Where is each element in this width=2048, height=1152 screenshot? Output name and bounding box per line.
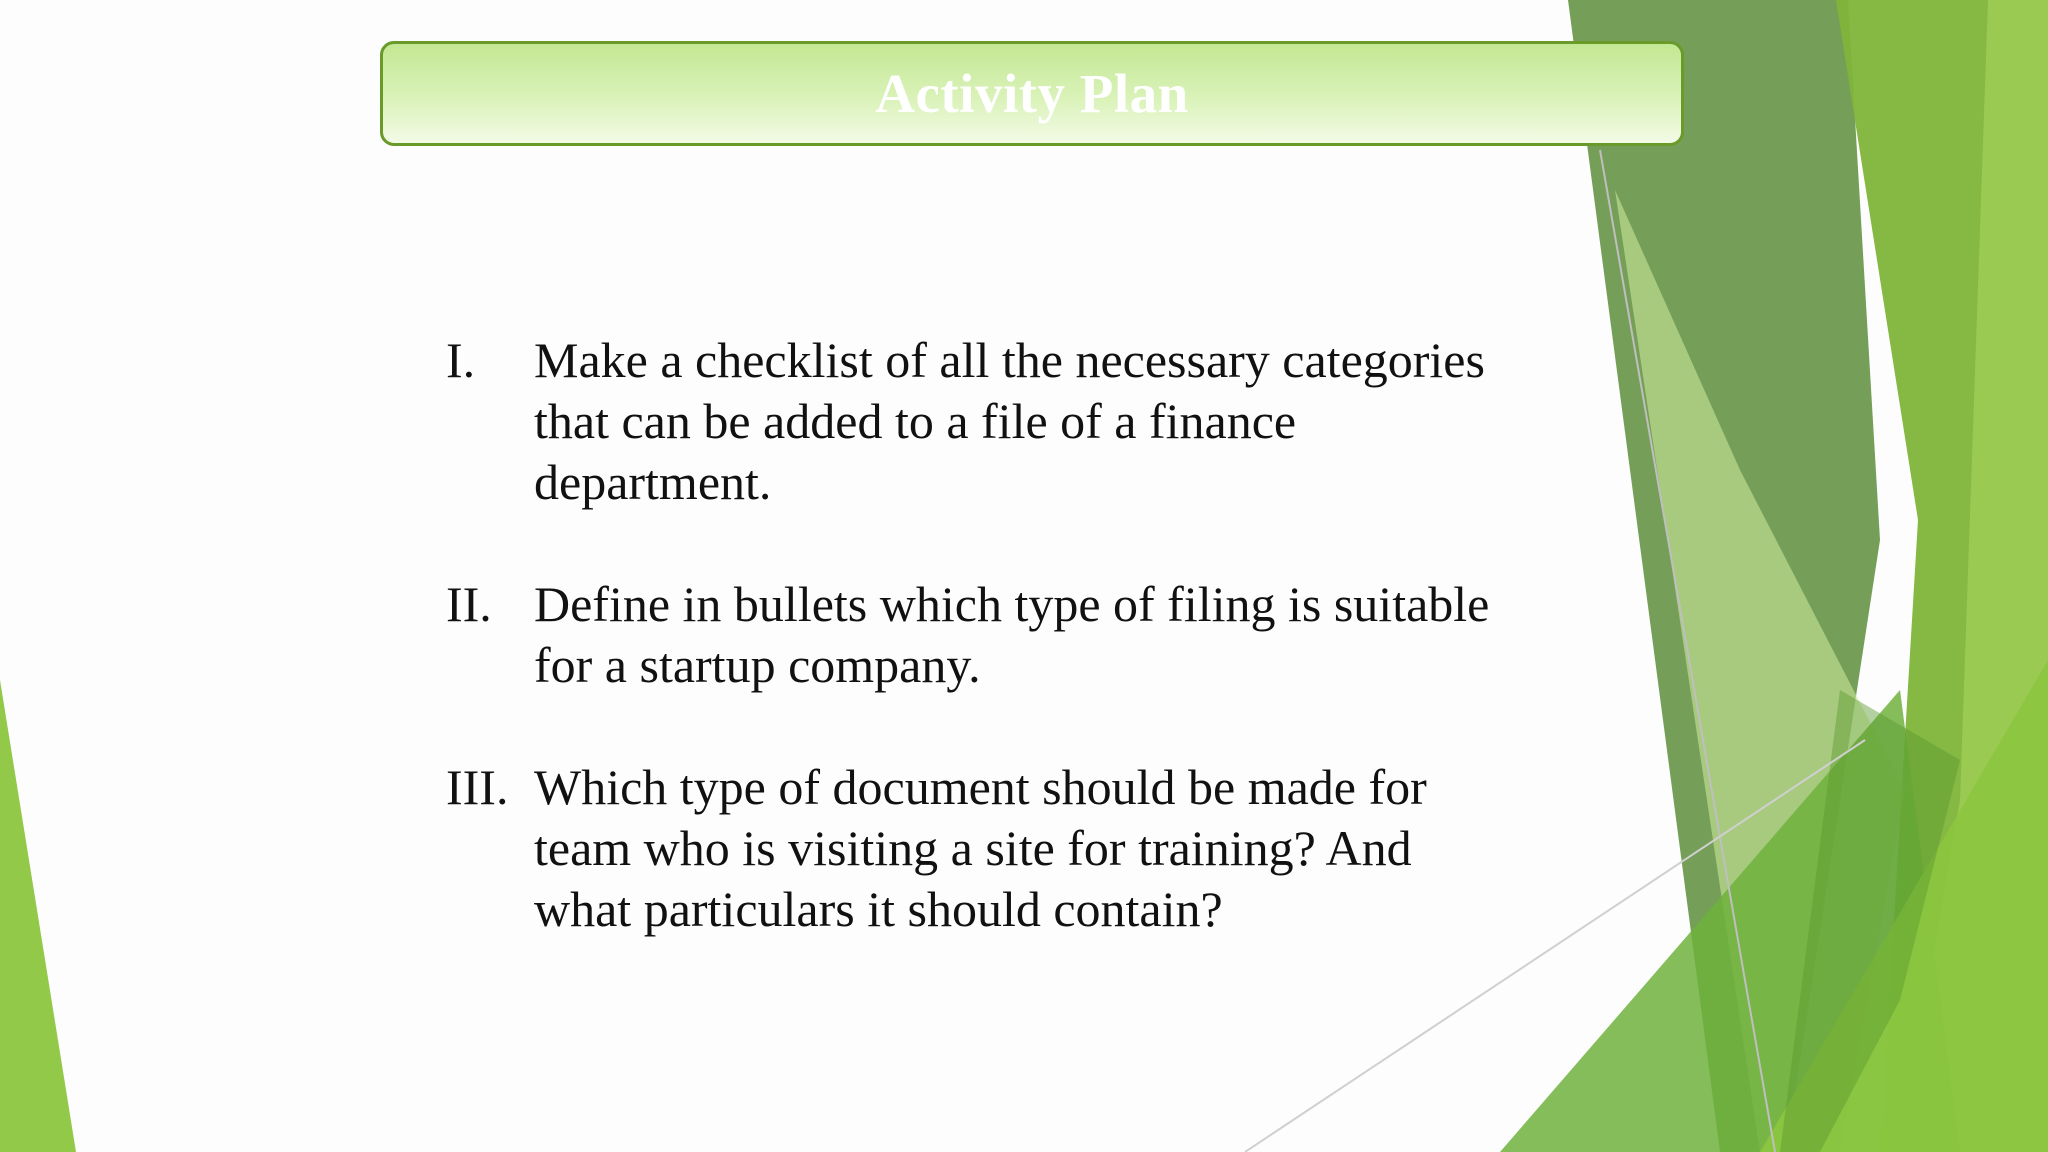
list-item bbox=[446, 330, 1626, 513]
list-item bbox=[446, 757, 1626, 940]
list-item bbox=[446, 574, 1626, 696]
text-line: that can be added to a file of a finance bbox=[534, 393, 1297, 449]
text-line: for a startup company. bbox=[534, 637, 981, 693]
list-item-numeral: II. bbox=[446, 576, 492, 632]
activity-list bbox=[446, 330, 1626, 1001]
list-item-text bbox=[534, 330, 1485, 513]
list-item-text bbox=[534, 574, 1489, 696]
text-line: Which type of document should be made for bbox=[534, 759, 1427, 815]
left-green-shape bbox=[0, 680, 76, 1152]
text-line: Define in bullets which type of filing is suitable bbox=[534, 576, 1490, 632]
text-line: Make a checklist of all the necessary categories bbox=[534, 332, 1485, 388]
text-line: department. bbox=[534, 454, 772, 510]
list-item-numeral: I. bbox=[446, 332, 476, 388]
list-item-numeral: III. bbox=[446, 759, 509, 815]
slide-title: Activity Plan bbox=[875, 63, 1189, 124]
text-line: what particulars it should contain? bbox=[534, 881, 1223, 937]
list-item-text bbox=[534, 757, 1427, 940]
title-banner bbox=[380, 41, 1684, 146]
text-line: team who is visiting a site for training? And bbox=[534, 820, 1412, 876]
